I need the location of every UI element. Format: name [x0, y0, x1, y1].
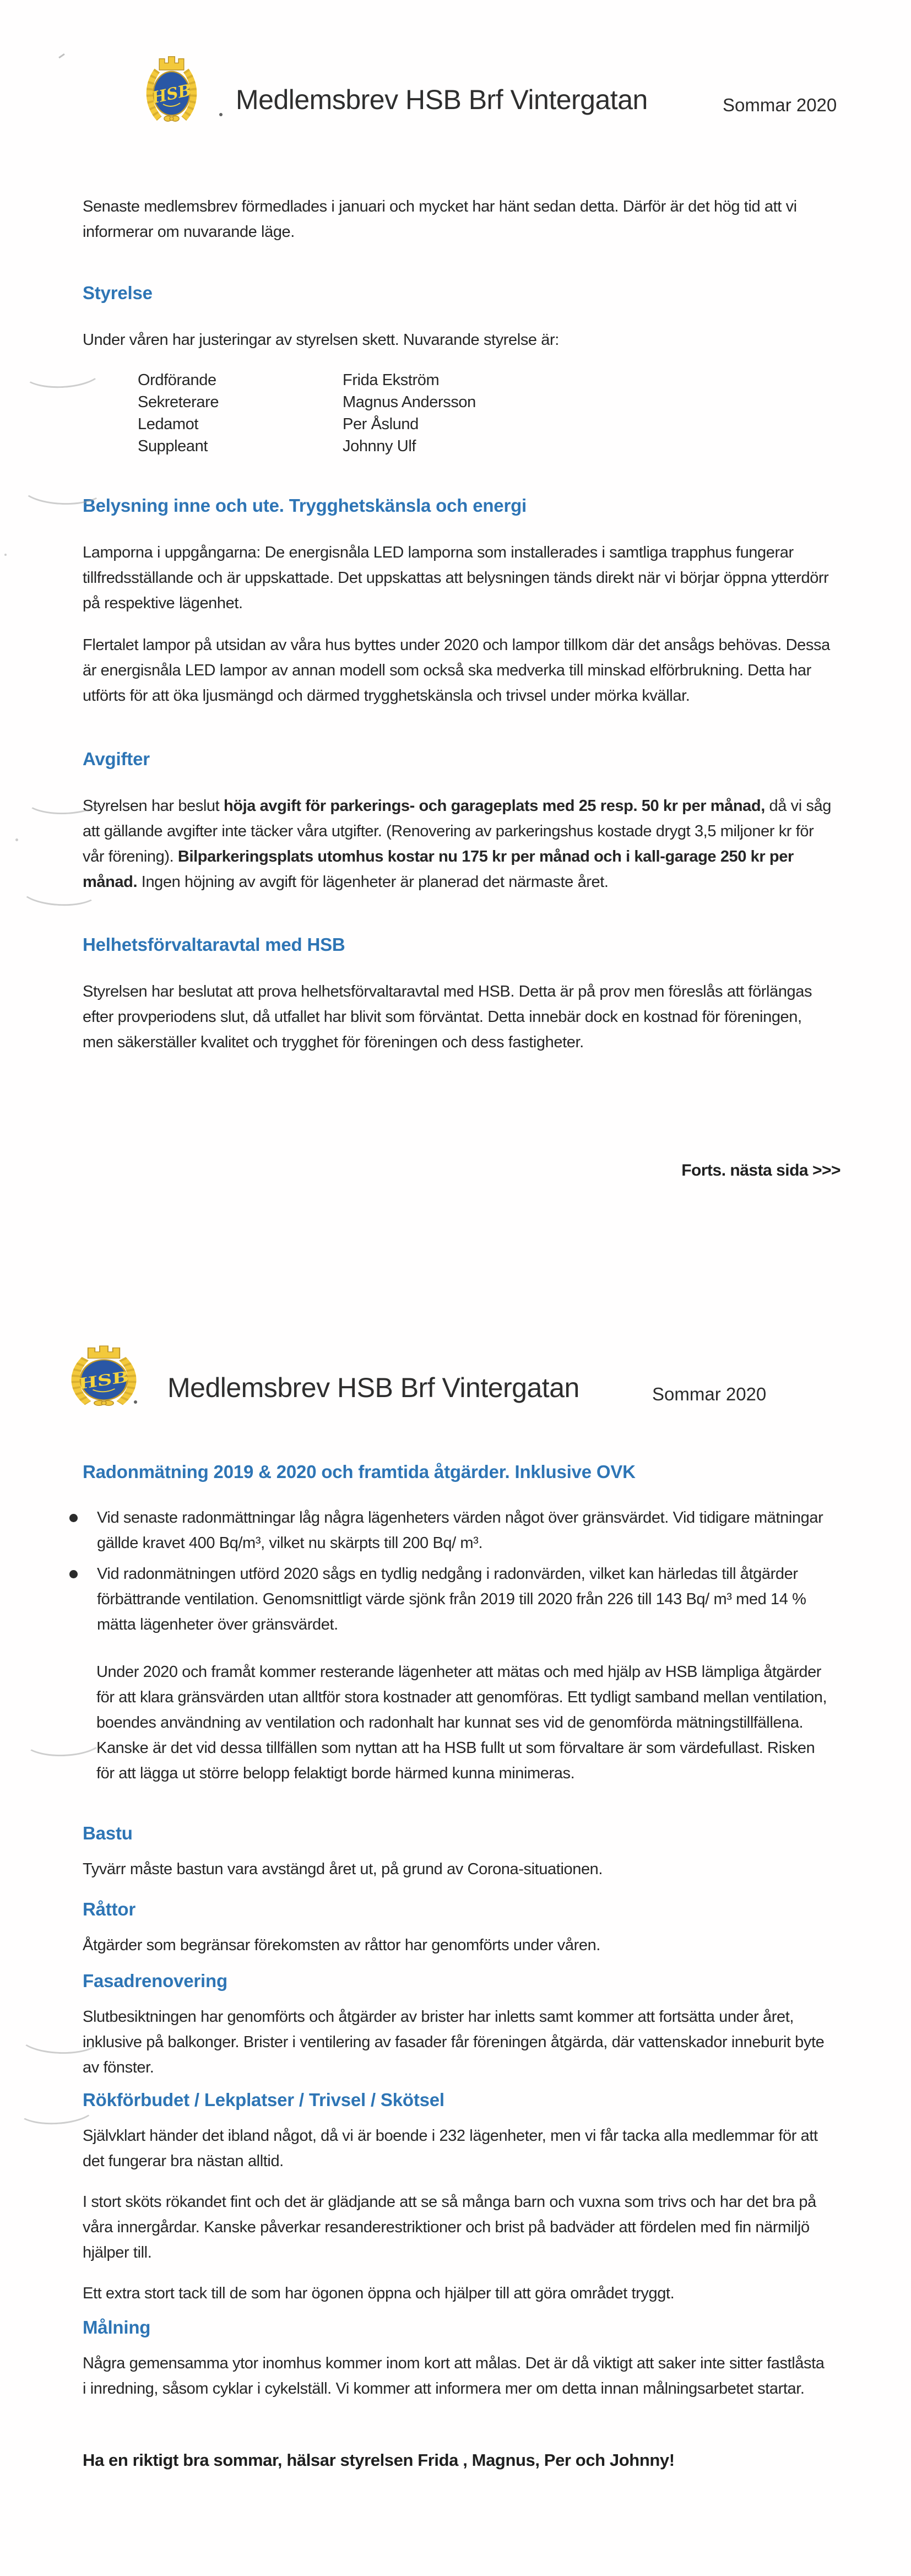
board-name: Johnny Ulf — [343, 437, 416, 455]
section-styrelse — [83, 282, 832, 457]
paragraph: Styrelsen har beslut höja avgift för parkerings- och garageplats med 25 resp. 50 kr per månad, då vi såg att gällande avgifter inte täcker våra utgifter. (Renovering av parkeringshus kostade drygt 3,5 miljoner kr för vår förening). Bilparkeringsplats utomhus kostar nu 175 kr per månad och i kall-garage 250 kr per månad. Ingen höjning av avgift för lägenheter är planerad det närmaste året. — [83, 797, 832, 891]
continuation-note: Forts. nästa sida >>> — [681, 1161, 840, 1179]
section-helhetsforvaltaravtal — [83, 934, 832, 1071]
heading-malning: Målning — [83, 2317, 151, 2337]
heading-bastu: Bastu — [83, 1823, 133, 1843]
heading-rattor: Råttor — [83, 1899, 135, 1919]
board-row — [138, 391, 832, 413]
paragraph: Ett extra stort tack till de som har ögonen öppna och hjälper till att göra området tryggt. — [83, 2285, 675, 2302]
board-name: Magnus Andersson — [343, 393, 476, 411]
heading-avgifter: Avgifter — [83, 749, 150, 769]
bullet-list — [83, 1505, 832, 1637]
section-bastu — [83, 1822, 832, 1897]
scan-artifact — [4, 554, 7, 556]
bullet-item: Vid radonmätningen utförd 2020 sågs en tydlig nedgång i radonvärden, vilket kan härledas till åtgärder förbättrande ventilation. Genomsnittligt värde sjönk från 2019 till 2020 från 226 till 143 Bq/ m³ med 14 % mätta lägenheter över gränsvärdet. — [83, 1561, 832, 1637]
page2-edition: Sommar 2020 — [652, 1384, 767, 1404]
bullet-item: Vid senaste radonmättningar låg några lägenheters värden något över gränsvärdet. Vid tidigare mätningar gällde kravet 400 Bq/m³, vilket nu skärpts till 200 Bq/ m³. — [83, 1505, 832, 1556]
hsb-logo — [69, 1342, 138, 1410]
paragraph: Lamporna i uppgångarna: De energisnåla LED lamporna som installerades i samtliga trapphus fungerar tillfredsställande och är uppskattade. Det uppskattas att belysningen tänds direkt när vi börjar öppna ytterdörr på respektive lägenhet. — [83, 544, 829, 612]
paragraph: Några gemensamma ytor inomhus kommer inom kort att målas. Det är då viktigt att saker inte sitter fastlåsta i inredning, såsom cyklar i cykelställ. Vi kommer att informera mer om detta innan målningsarbetet startar. — [83, 2355, 825, 2398]
paragraph: Slutbesiktningen har genomförts och åtgärder av brister har inletts samt kommer att fortsätta under året, inklusive på balkonger. Brister i ventilering av fasader får föreningen åtgärda, där vattenskador inneburit byte av fönster. — [83, 2008, 825, 2076]
page1-edition: Sommar 2020 — [723, 95, 837, 115]
hsb-emblem-icon — [145, 51, 198, 125]
board-row — [138, 413, 832, 435]
paragraph: Under våren har justeringar av styrelsen skett. Nuvarande styrelse är: — [83, 331, 559, 349]
hsb-logo — [145, 51, 198, 127]
section-avgifter — [83, 748, 832, 911]
hsb-emblem-icon — [69, 1342, 138, 1407]
paragraph: Under 2020 och framåt kommer resterande lägenheter att mätas och med hjälp av HSB lämpliga åtgärder för att klara gränsvärden utan alltför stora kostnader att genomföras. Ett tydligt samband mellan ventilation, boendes användning av ventilation och radonhalt har kunnat ses vid de genomförda mätningstillfällena. Kanske är det vid dessa tillfällen som nyttan att ha HSB fullt ut som förvaltare är som värdefullast. Risken för att lägga ut större belopp felaktigt borde härmed kunna minimeras. — [96, 1663, 827, 1782]
section-rokforbudet — [83, 2089, 832, 2321]
heading-styrelse: Styrelse — [83, 283, 153, 303]
scan-artifact — [219, 113, 223, 116]
paragraph: Åtgärder som begränsar förekomsten av råttor har genomförts under våren. — [83, 1936, 600, 1954]
board-row — [138, 435, 832, 457]
board-name: Per Åslund — [343, 415, 419, 433]
section-radonmatning — [83, 1461, 832, 1801]
board-row — [138, 369, 832, 391]
board-role: Sekreterare — [138, 393, 219, 411]
scan-artifact — [134, 1400, 137, 1404]
paragraph: Flertalet lampor på utsidan av våra hus byttes under 2020 och lampor tillkom där det ansågs behövas. Dessa är energisnåla LED lampor av annan modell som också ska medverka till minskad elförbrukning. Detta har utförts för att öka ljusmängd och därmed trygghetskänsla och trivsel under mörka kvällar. — [83, 636, 830, 705]
svg-text:HSB: HSB — [75, 1367, 132, 1393]
scan-artifact — [58, 53, 65, 58]
section-belysning — [83, 495, 832, 725]
closing-greeting: Ha en riktigt bra sommar, hälsar styrelsen Frida , Magnus, Per och Johnny! — [83, 2450, 675, 2470]
paragraph: Självklart händer det ibland något, då vi är boende i 232 lägenheter, men vi får tacka alla medlemmar för att det fungerar bra nästan alltid. — [83, 2127, 818, 2170]
section-fasadrenovering — [83, 1970, 832, 2096]
board-role: Ledamot — [138, 415, 199, 433]
bold-run: höja avgift för parkerings- och garageplats med 25 resp. 50 kr per månad, — [223, 797, 765, 815]
paragraph: Styrelsen har beslutat att prova helhetsförvaltaravtal med HSB. Detta är på prov men föreslås att förlängas efter provperiodens slut, då utfallet har blivit som förväntat. Detta innebär dock en kostnad för föreningen, men säkerställer kvalitet och trygghet för föreningen och dess fastigheter. — [83, 983, 812, 1051]
paragraph: Tyvärr måste bastun vara avstängd året ut, på grund av Corona-situationen. — [83, 1860, 603, 1878]
heading-radonmatning: Radonmätning 2019 & 2020 och framtida åtgärder. Inklusive OVK — [83, 1462, 636, 1482]
scan-artifact — [15, 838, 18, 841]
board-role: Ordförande — [138, 371, 216, 389]
svg-text:HSB: HSB — [150, 80, 193, 107]
bold-run: Bilparkeringsplats utomhus kostar nu 175 kr per månad och i kall-garage 250 kr per månad. — [83, 848, 794, 891]
heading-belysning: Belysning inne och ute. Trygghetskänsla och energi — [83, 495, 527, 516]
page1-title: Medlemsbrev HSB Brf Vintergatan — [236, 84, 648, 115]
board-role: Suppleant — [138, 437, 208, 455]
page2-title: Medlemsbrev HSB Brf Vintergatan — [167, 1372, 579, 1403]
intro-paragraph: Senaste medlemsbrev förmedlades i januari och mycket har hänt sedan detta. Därför är det hög tid att vi informerar om nuvarande läge. — [83, 198, 797, 241]
section-rattor — [83, 1898, 832, 1973]
paragraph: I stort sköts rökandet fint och det är glädjande att se så många barn och vuxna som trivs och har det bra på våra innergårdar. Kanske påverkar resanderestriktioner och brist på badväder att fördelen med fin närmiljö hjälper till. — [83, 2193, 816, 2261]
heading-rokforbudet: Rökförbudet / Lekplatser / Trivsel / Skötsel — [83, 2090, 444, 2110]
section-malning — [83, 2317, 832, 2417]
heading-fasadrenovering: Fasadrenovering — [83, 1971, 227, 1991]
board-name: Frida Ekström — [343, 371, 440, 389]
board-list — [138, 369, 832, 457]
heading-helhetsforvaltaravtal: Helhetsförvaltaravtal med HSB — [83, 934, 345, 955]
